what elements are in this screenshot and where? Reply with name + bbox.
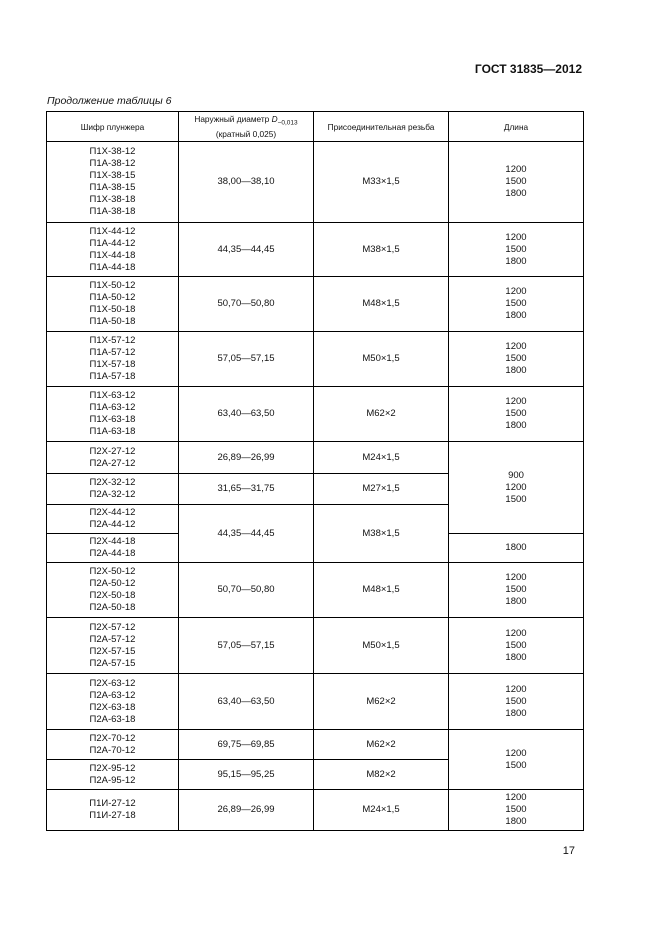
thread-value: М27×1,5 [314, 474, 449, 505]
diameter-value: 50,70—50,80 [179, 277, 314, 332]
header-code: Шифр плунжера [47, 112, 179, 142]
thread-value: М50×1,5 [314, 618, 449, 674]
header-diameter-prefix: Наружный диаметр [194, 114, 272, 125]
thread-value: М62×2 [314, 730, 449, 760]
length-value: 1200 1500 1800 [449, 790, 584, 831]
header-diameter-multiple: (кратный 0,025) [215, 128, 277, 139]
diameter-value: 63,40—63,50 [179, 674, 314, 730]
plunger-codes: П2Х-50-12 П2А-50-12 П2Х-50-18 П2А-50-18 [47, 563, 179, 618]
thread-value: М48×1,5 [314, 277, 449, 332]
diameter-value: 50,70—50,80 [179, 563, 314, 618]
plunger-codes: П1И-27-12 П1И-27-18 [47, 790, 179, 831]
table-row [47, 442, 584, 474]
plunger-table [46, 111, 584, 831]
thread-value: М24×1,5 [314, 790, 449, 831]
thread-value: М50×1,5 [314, 332, 449, 387]
table-header-row [47, 112, 584, 142]
thread-value: М62×2 [314, 387, 449, 442]
header-diameter-tolerance: −0,013 [277, 119, 298, 127]
length-value: 1200 1500 1800 [449, 142, 584, 223]
plunger-codes: П2Х-44-12 П2А-44-12 [47, 505, 179, 534]
plunger-codes: П2Х-63-12 П2А-63-12 П2Х-63-18 П2А-63-18 [47, 674, 179, 730]
length-value: 1200 1500 [449, 730, 584, 790]
diameter-value: 57,05—57,15 [179, 332, 314, 387]
plunger-codes: П1Х-63-12 П1А-63-12 П1Х-63-18 П1А-63-18 [47, 387, 179, 442]
length-value: 1200 1500 1800 [449, 332, 584, 387]
table-row [47, 730, 584, 760]
table-row [47, 563, 584, 618]
thread-value: М82×2 [314, 760, 449, 790]
plunger-codes: П2Х-95-12 П2А-95-12 [47, 760, 179, 790]
thread-value: М24×1,5 [314, 442, 449, 474]
diameter-value: 38,00—38,10 [179, 142, 314, 223]
header-length: Длина [449, 112, 584, 142]
plunger-codes: П2Х-44-18 П2А-44-18 [47, 534, 179, 563]
plunger-codes: П1Х-50-12 П1А-50-12 П1Х-50-18 П1А-50-18 [47, 277, 179, 332]
header-thread: Присоединительная резьба [314, 112, 449, 142]
thread-value: М33×1,5 [314, 142, 449, 223]
table-row [47, 142, 584, 223]
diameter-value: 57,05—57,15 [179, 618, 314, 674]
plunger-codes: П1Х-44-12 П1А-44-12 П1Х-44-18 П1А-44-18 [47, 223, 179, 277]
thread-value: М62×2 [314, 674, 449, 730]
diameter-value: 63,40—63,50 [179, 387, 314, 442]
length-value: 1200 1500 1800 [449, 223, 584, 277]
diameter-value: 26,89—26,99 [179, 442, 314, 474]
page-number: 17 [562, 845, 575, 857]
plunger-codes: П2Х-70-12 П2А-70-12 [47, 730, 179, 760]
table-caption: Продолжение таблицы 6 [47, 95, 172, 107]
length-value: 1800 [449, 534, 584, 563]
plunger-codes: П1Х-57-12 П1А-57-12 П1Х-57-18 П1А-57-18 [47, 332, 179, 387]
diameter-value: 31,65—31,75 [179, 474, 314, 505]
table-row [47, 674, 584, 730]
table-row [47, 387, 584, 442]
table-row [47, 277, 584, 332]
diameter-value: 44,35—44,45 [179, 223, 314, 277]
diameter-value: 26,89—26,99 [179, 790, 314, 831]
thread-value: М38×1,5 [314, 505, 449, 563]
length-value: 1200 1500 1800 [449, 277, 584, 332]
diameter-value: 69,75—69,85 [179, 730, 314, 760]
header-diameter [179, 112, 314, 142]
length-value: 900 1200 1500 [449, 442, 584, 534]
document-code: ГОСТ 31835—2012 [474, 62, 582, 76]
plunger-codes: П2Х-27-12 П2А-27-12 [47, 442, 179, 474]
length-value: 1200 1500 1800 [449, 563, 584, 618]
length-value: 1200 1500 1800 [449, 618, 584, 674]
table-row [47, 618, 584, 674]
plunger-codes: П1Х-38-12 П1А-38-12 П1Х-38-15 П1А-38-15 П1Х-38-18 П1А-38-18 [47, 142, 179, 223]
table-row [47, 790, 584, 831]
plunger-codes: П2Х-57-12 П2А-57-12 П2Х-57-15 П2А-57-15 [47, 618, 179, 674]
diameter-value: 44,35—44,45 [179, 505, 314, 563]
header-diameter-symbol: D [271, 114, 278, 125]
thread-value: М48×1,5 [314, 563, 449, 618]
thread-value: М38×1,5 [314, 223, 449, 277]
table-row [47, 223, 584, 277]
plunger-codes: П2Х-32-12 П2А-32-12 [47, 474, 179, 505]
length-value: 1200 1500 1800 [449, 674, 584, 730]
length-value: 1200 1500 1800 [449, 387, 584, 442]
diameter-value: 95,15—95,25 [179, 760, 314, 790]
table-row [47, 332, 584, 387]
